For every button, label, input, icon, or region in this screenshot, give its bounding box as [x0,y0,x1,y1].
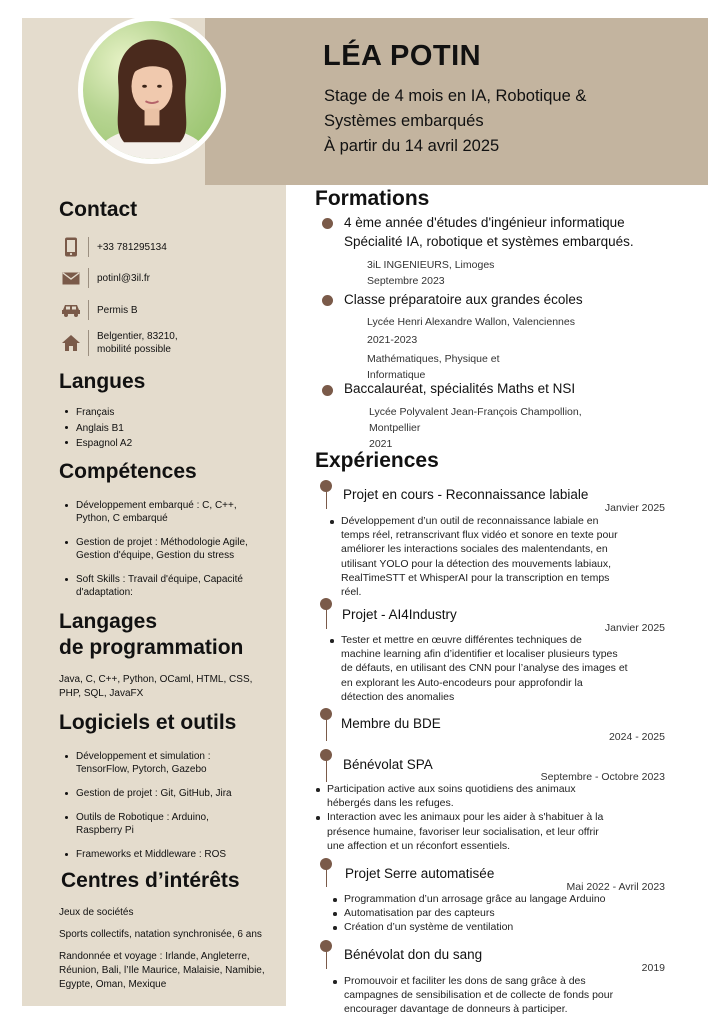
bullet-line: campagnes de sensibilisation et de collecte de fonds pour [344,989,614,1002]
phone-icon [60,236,82,258]
travel-line: Réunion, Bali, l’Ile Maurice, Malaisie, Namibie, [59,965,265,976]
timeline-stem [326,719,327,741]
formation-details [367,257,494,289]
email-link[interactable]: potinl@3il.fr [97,272,150,284]
software-line: Outils de Robotique : Arduino, [76,812,209,823]
software-line: Développement et simulation : [76,751,211,762]
bullet-line: Développement d’un outil de reconnaissance labiale en [341,515,599,527]
list-item: Français [76,405,132,421]
programming-line: PHP, SQL, JavaFX [59,688,144,699]
experience-title: Projet en cours - Reconnaissance labiale [343,487,589,502]
list-item [76,573,248,599]
list-item [327,810,603,853]
bullet-line: Interaction avec les animaux pour les aider à s'habituer à la [327,811,604,824]
timeline-stem [326,609,327,629]
interests-heading: Centres d’intérêts [61,869,240,892]
list-item: Programmation d’un arrosage grâce au langage Arduino [344,893,606,905]
divider [88,268,89,288]
contact-heading: Contact [59,198,138,221]
experience-bullets [341,514,618,599]
list-item [76,787,232,800]
bullet-line: présence humaine, favoriser leur socialisation, et leur offrir [327,825,599,838]
bullet-line: en explorant les Auto-encodeurs pour approfondir la [341,676,583,689]
skill-line: Gestion d'équipe, Gestion du stress [76,550,235,561]
bullet-line: machine learning afin d’identifier et localiser plusieurs types [341,648,618,661]
experience-title: Projet - AI4Industry [342,607,457,622]
formation-school: Lycée Henri Alexandre Wallon, Valenciennes [367,316,575,328]
formation-date: 2021 [369,438,393,450]
contact-email-row [60,267,150,289]
experience-title: Bénévolat SPA [343,757,433,772]
heading-line: de programmation [59,636,244,659]
experience-date: Mai 2022 - Avril 2023 [566,881,665,893]
software-line: Frameworks et Middleware : ROS [76,849,227,860]
skill-line: Python, C embarqué [76,513,168,524]
timeline-stem [326,869,327,887]
formation-details [369,404,582,452]
bullet-line: Participation active aux soins quotidiens des animaux [327,783,576,795]
list-item [341,633,628,704]
timeline-stem [326,951,327,969]
bullet-line: temps réel, retranscrivant flux vidéo et sonore en texte pour [341,529,618,542]
formation-date: Septembre 2023 [367,275,445,287]
software-line: TensorFlow, Pytorch, Gazebo [76,764,207,775]
software-list [76,750,232,861]
contact-phone-row [60,236,167,258]
candidate-name: LÉA POTIN [323,40,482,72]
experience-date: Janvier 2025 [604,502,665,514]
programming-heading [59,609,243,661]
address-text [97,330,178,356]
list-item [76,848,232,861]
formation-date: 2021-2023 [367,334,418,346]
contact-address-row [60,330,178,356]
languages-list [76,405,132,452]
list-item [76,811,232,837]
subtitle-line: Stage de 4 mois en IA, Robotique & [324,87,587,105]
experience-bullets [327,782,603,853]
interest-sports: Sports collectifs, natation synchronisée, 6 ans [59,929,262,940]
experience-date: Septembre - Octobre 2023 [540,771,665,783]
skill-line: Soft Skills : Travail d'équipe, Capacité [76,574,243,585]
interest-games: Jeux de sociétés [59,907,134,918]
experience-bullets [344,892,606,935]
skills-list [76,499,248,599]
travel-line: Randonnée et voyage : Irlande, Angleterre, [59,951,250,962]
software-line: Gestion de projet : Git, GitHub, Jira [76,788,232,799]
skill-line: d'adaptation: [76,587,133,598]
formation-title [344,213,634,251]
bullet-dot [322,218,333,229]
experience-bullets [341,633,628,704]
formation-details [367,314,575,383]
bullet-line: une affection et un réconfort essentiels. [327,839,511,852]
travel-line: Egypte, Oman, Mexique [59,979,167,990]
bullet-line: améliorer les interactions sociales des malentendants, en [341,543,608,556]
bullet-line: utilisant YOLO pour la détection des mouvements labiaux, [341,557,612,570]
formations-heading: Formations [315,187,430,210]
skills-heading: Compétences [59,460,197,483]
house-icon [60,332,82,354]
bullet-line: réel. [341,586,362,599]
divider [88,237,89,257]
bullet-line: Promouvoir et faciliter les dons de sang grâce à des [344,975,586,987]
experience-date: 2024 - 2025 [608,731,665,743]
position-subtitle [324,84,654,159]
list-item [76,536,248,562]
list-item: Espagnol A2 [76,436,132,452]
languages-heading: Langues [59,370,146,393]
timeline-stem [326,760,327,782]
formation-extra: Mathématiques, Physique et [367,353,500,365]
bullet-dot [322,385,333,396]
list-item [344,974,613,1017]
bullet-line: hébergés dans les refuges. [327,797,454,810]
contact-license-row [60,299,138,321]
bullet-line: Tester et mettre en œuvre différentes techniques de [341,634,582,646]
experience-title: Membre du BDE [341,716,441,731]
bullet-line: encourager davantage de donneurs à participer. [344,1003,568,1016]
address-line: mobilité possible [97,344,171,355]
skill-line: Gestion de projet : Méthodologie Agile, [76,537,248,548]
bullet-line: de défauts, en utilisant des CNN pour l’analyse des images et [341,662,628,675]
car-icon [60,299,82,321]
formation-extra: Informatique [367,369,426,381]
envelope-icon [60,267,82,289]
profile-photo [78,16,226,164]
heading-line: Langages [59,610,158,633]
experience-date: Janvier 2025 [604,622,665,634]
list-item: Création d’un système de ventilation [344,920,606,934]
skill-line: Développement embarqué : C, C++, [76,500,237,511]
formation-school: 3iL INGENIEURS, Limoges [367,259,495,271]
formation-title-line: Spécialité IA, robotique et systèmes embarqués. [344,234,634,249]
formation-title: Baccalauréat, spécialités Maths et NSI [344,381,576,396]
portrait-image [83,21,221,159]
list-item [341,514,618,599]
divider [88,300,89,320]
formation-title-line: 4 ème année d'études d'ingénieur informatique [344,215,625,230]
list-item: Automatisation par des capteurs [344,906,606,920]
software-line: Raspberry Pi [76,825,134,836]
bullet-line: détection des anomalies [341,690,455,703]
address-line: Belgentier, 83210, [97,331,178,342]
formation-school: Lycée Polyvalent Jean-François Champollion, [369,406,582,418]
experience-date: 2019 [641,962,665,974]
divider [88,330,89,356]
formation-school: Montpellier [369,422,421,434]
programming-languages [59,673,252,701]
formation-title: Classe préparatoire aux grandes écoles [344,292,583,307]
experience-title: Bénévolat don du sang [344,947,483,962]
list-item [76,499,248,525]
list-item [76,750,232,776]
subtitle-line: À partir du 14 avril 2025 [324,137,500,155]
experience-bullets [344,974,613,1017]
experiences-heading: Expériences [315,449,439,472]
list-item: Anglais B1 [76,421,132,437]
interest-travel [59,950,265,992]
bullet-line: RealTimeSTT et WhisperAI pour la transcription en temps [341,571,610,584]
programming-line: Java, C, C++, Python, OCaml, HTML, CSS, [59,674,253,685]
bullet-dot [322,295,333,306]
phone-number[interactable]: +33 781295134 [97,241,167,253]
timeline-stem [326,491,327,509]
subtitle-line: Systèmes embarqués [324,112,484,130]
experience-title: Projet Serre automatisée [345,866,495,881]
list-item [327,782,603,810]
license-text: Permis B [97,304,138,316]
software-heading: Logiciels et outils [59,711,237,734]
